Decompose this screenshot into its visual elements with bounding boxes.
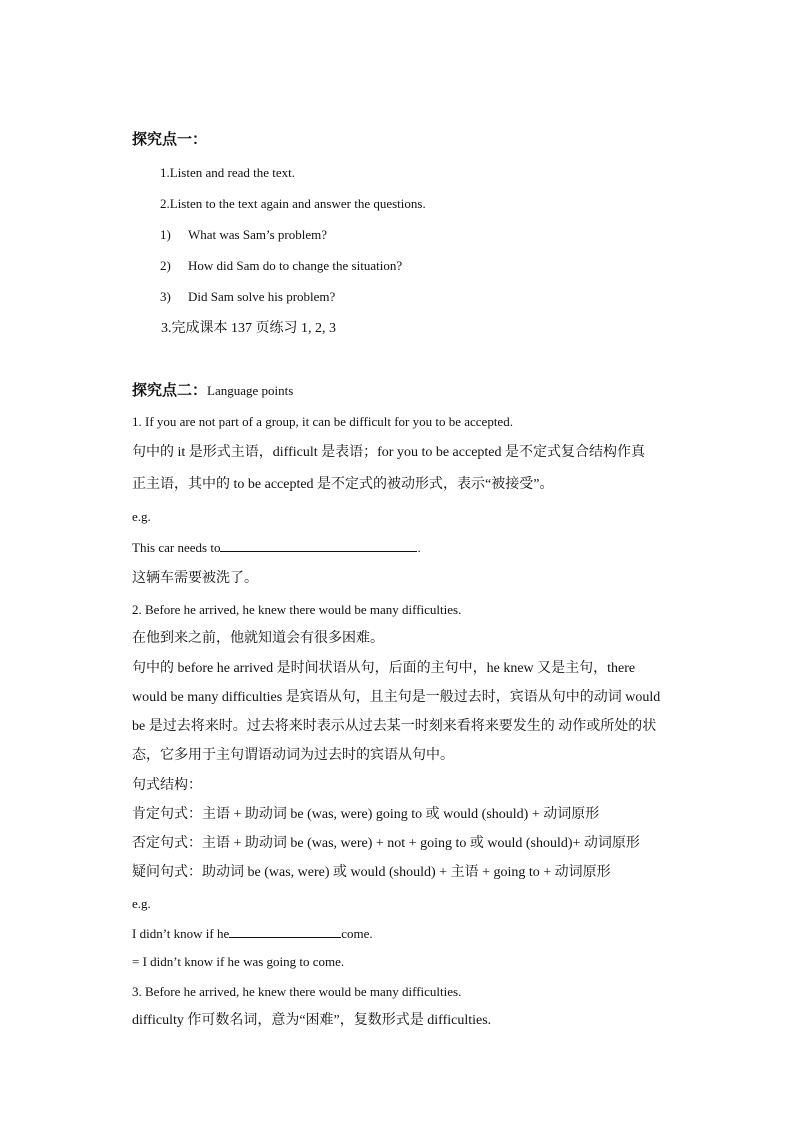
section2-heading [132, 382, 293, 400]
question-number: 1) [160, 227, 171, 242]
question-1 [160, 226, 327, 244]
section1-heading: 探究点一： [132, 132, 208, 148]
question-number: 3) [160, 289, 171, 304]
example-prefix: This car needs to [132, 540, 221, 555]
question-3 [160, 288, 335, 306]
point1-eg: e.g. [132, 509, 151, 524]
question-number: 2) [160, 258, 171, 273]
point2-explain-line4: 态，它多用于主句谓语动词为过去时的宾语从句中。 [132, 748, 454, 763]
point1-translation: 这辆车需要被洗了。 [132, 571, 258, 586]
example-suffix: . [417, 540, 421, 555]
point2-explain-line3: be 是过去将来时。过去将来时表示从过去某一时刻来看将来要发生的 动作或所处的状 [132, 719, 657, 734]
point2-explain-line2: would be many difficulties 是宾语从句，且主句是一般过去时，宾语从句中的动词 would [132, 690, 661, 705]
point1-sentence: 1. If you are not part of a group, it can be difficult for you to be accepted. [132, 414, 513, 429]
point3-explain: difficulty 作可数名词，意为“困难”，复数形式是 difficulties. [132, 1013, 492, 1028]
question-text: How did Sam do to change the situation? [188, 258, 403, 273]
point2-explain-line1: 句中的 before he arrived 是时间状语从句，后面的主句中，he knew 又是主句，there [132, 661, 636, 676]
point2-sentence: 2. Before he arrived, he knew there would be many difficulties. [132, 602, 462, 617]
question-2 [160, 257, 402, 275]
point2-translation: 在他到来之前，他就知道会有很多困难。 [132, 631, 384, 646]
section2-heading-title: 探究点二： [132, 383, 208, 399]
point1-explain-line1: 句中的 it 是形式主语，difficult 是表语；for you to be accepted 是不定式复合结构作真 [132, 445, 646, 460]
point2-example [132, 924, 373, 943]
question-text: What was Sam’s problem? [188, 227, 327, 242]
question-text: Did Sam solve his problem? [188, 289, 336, 304]
point2-structure-label: 句式结构： [132, 778, 202, 793]
example-prefix: I didn’t know if he [132, 926, 230, 941]
point2-negative: 否定句式：主语 + 助动词 be (was, were) + not + going to 或 would (should)+ 动词原形 [132, 836, 640, 851]
section1-task: 3.完成课本 137 页练习 1, 2, 3 [161, 321, 336, 336]
point1-explain-line2: 正主语，其中的 to be accepted 是不定式的被动形式，表示“被接受”。 [132, 477, 554, 492]
section2-heading-sub: Language points [207, 383, 294, 398]
point2-eg: e.g. [132, 896, 151, 911]
point3-sentence: 3. Before he arrived, he knew there would be many difficulties. [132, 984, 462, 999]
example-suffix: come. [341, 926, 373, 941]
point2-question: 疑问句式：助动词 be (was, were) 或 would (should) + 主语 + going to + 动词原形 [132, 865, 611, 880]
section1-item-1: 1.Listen and read the text. [160, 165, 296, 180]
answer-blank[interactable] [229, 924, 341, 938]
section1-item-2: 2.Listen to the text again and answer the questions. [160, 196, 426, 211]
answer-blank[interactable] [220, 538, 417, 552]
point2-affirmative: 肯定句式：主语 + 助动词 be (was, were) going to 或 would (should) + 动词原形 [132, 807, 600, 822]
point1-example [132, 538, 421, 557]
point2-answer: = I didn’t know if he was going to come. [132, 954, 345, 969]
